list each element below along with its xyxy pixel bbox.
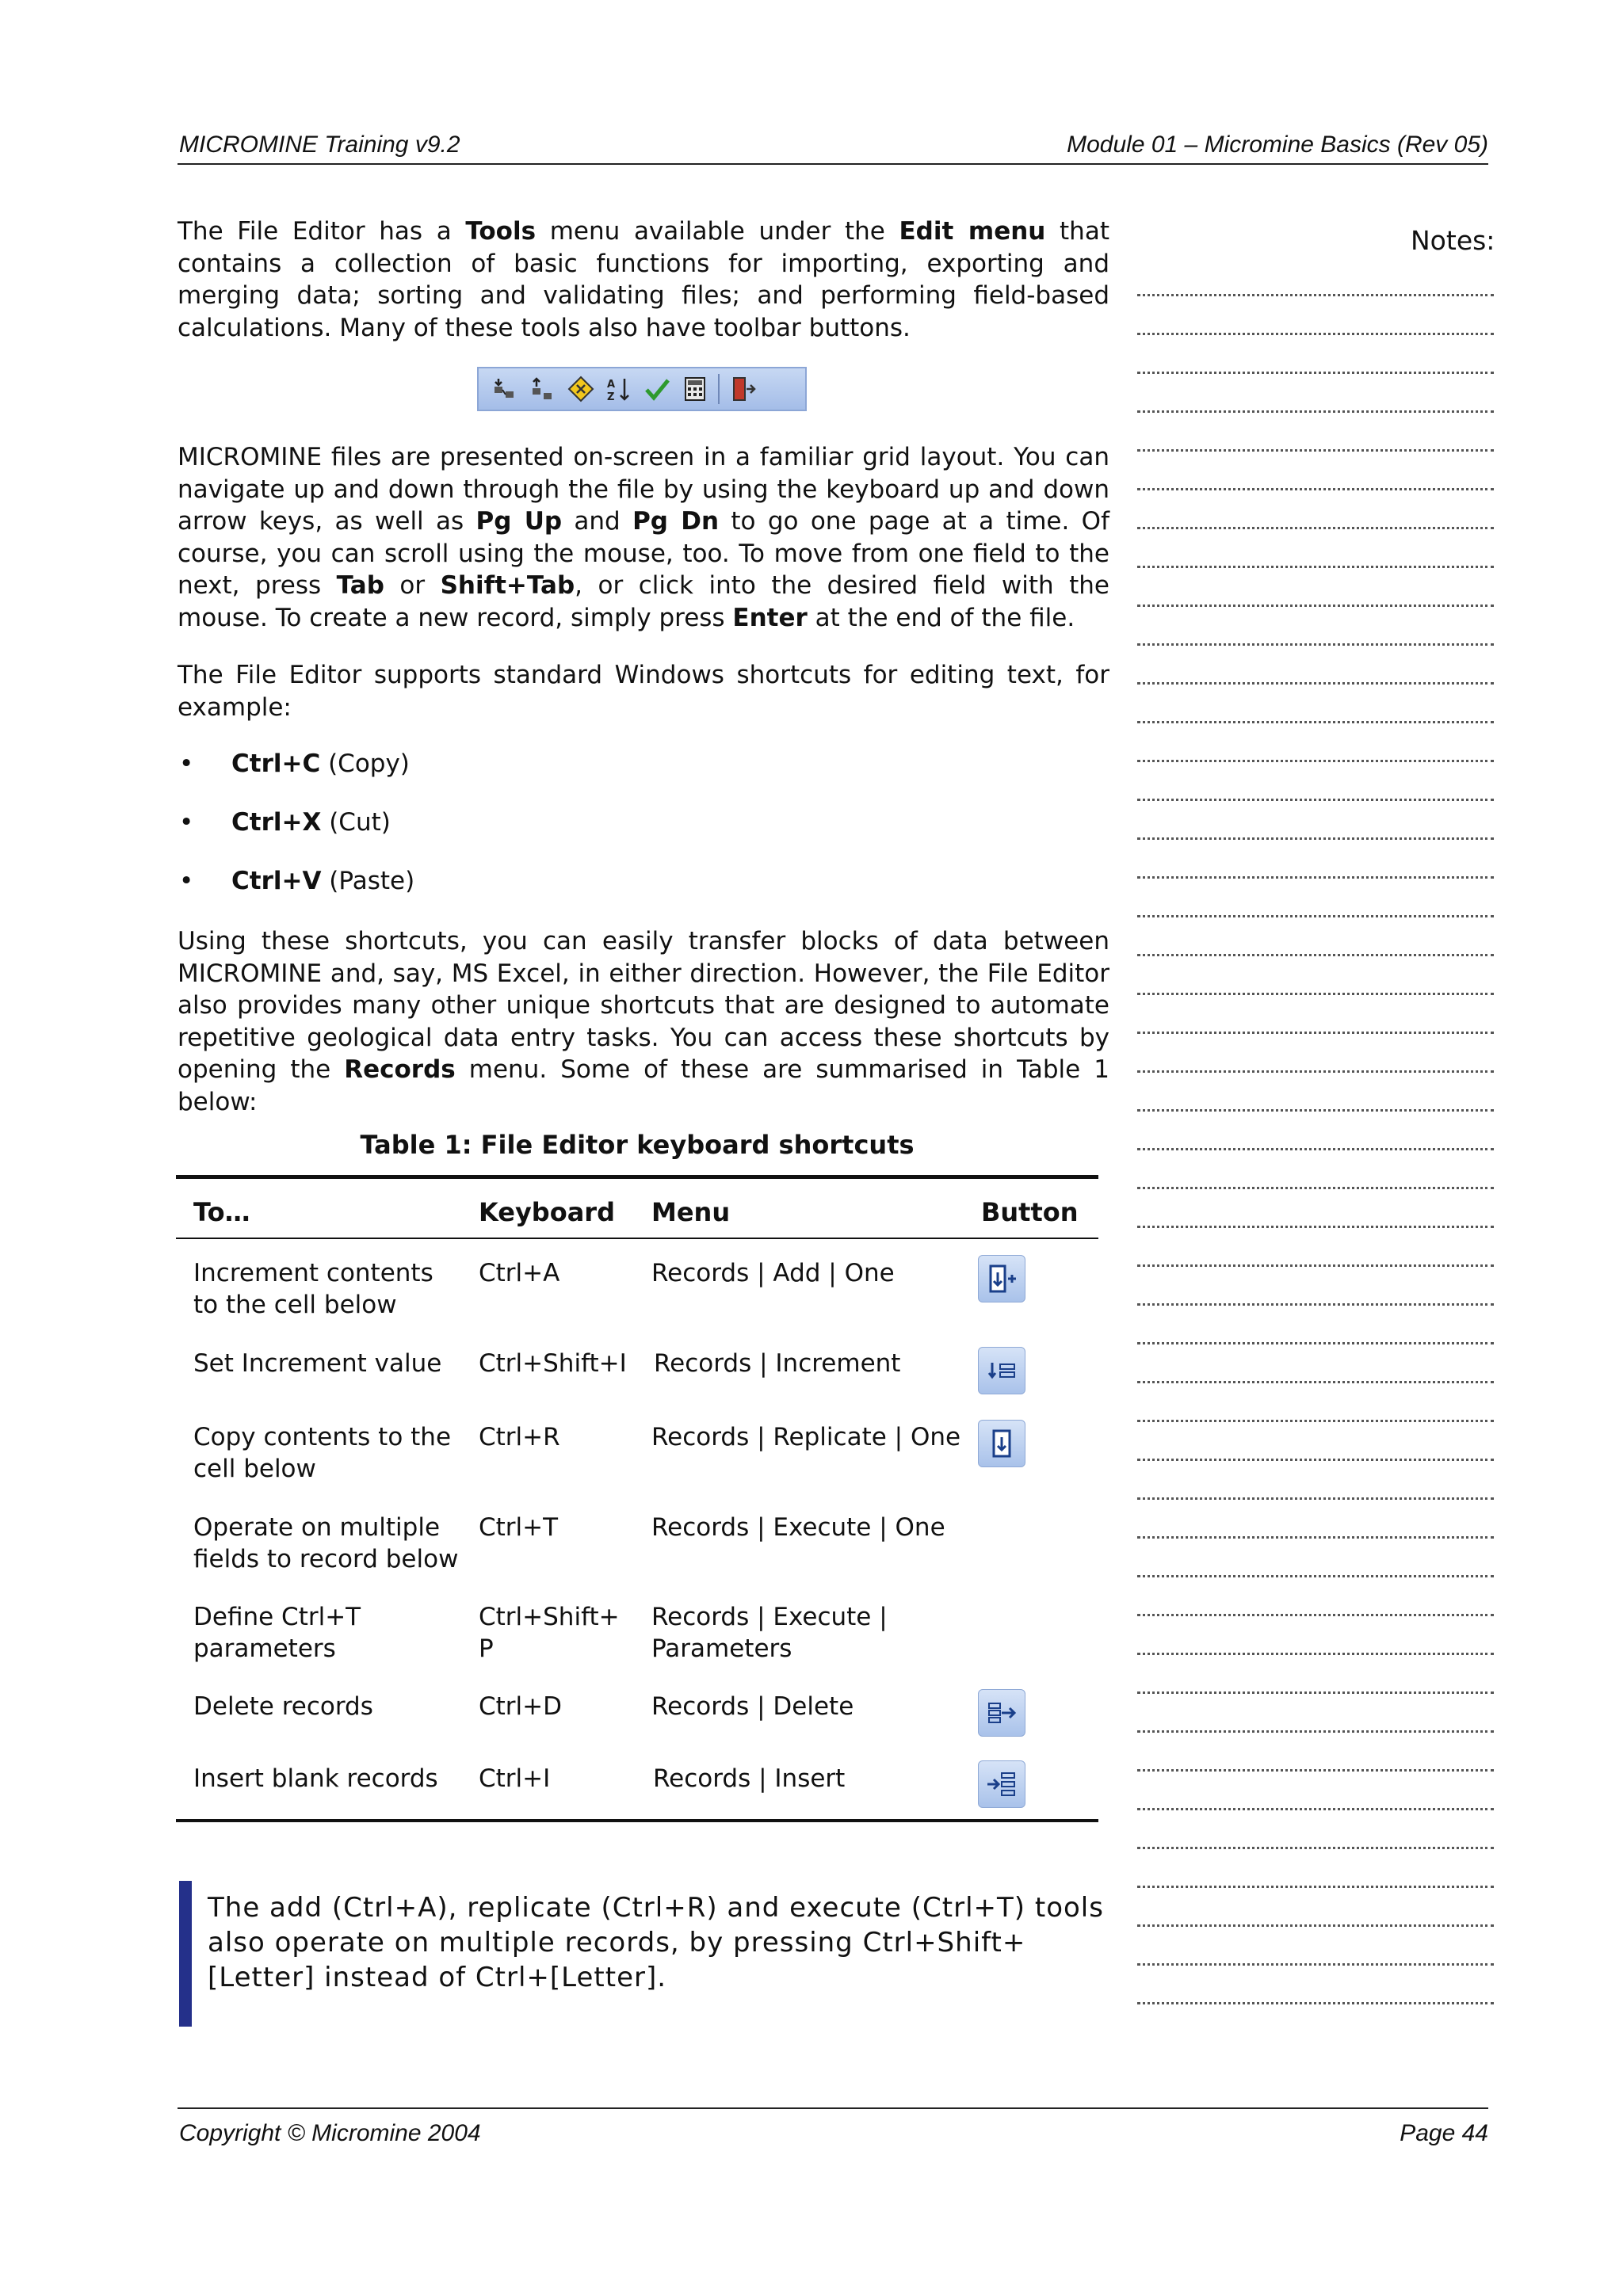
- delete-records-icon[interactable]: [978, 1689, 1025, 1737]
- tools-toolbar: [477, 367, 807, 411]
- footer-copyright: Copyright © Micromine 2004: [179, 2120, 481, 2146]
- notes-line: [1137, 1112, 1494, 1150]
- notes-line: [1137, 1772, 1494, 1810]
- notes-line: [1137, 452, 1494, 490]
- table-rule-top: [176, 1175, 1098, 1179]
- notes-line: [1137, 1500, 1494, 1539]
- notes-line: [1137, 335, 1494, 374]
- table-row-3-to: Operate on multiple fields to record below: [193, 1513, 459, 1573]
- increment-icon[interactable]: [978, 1255, 1025, 1302]
- exit-icon[interactable]: [727, 374, 758, 404]
- table-row-6-to: Insert blank records: [193, 1764, 438, 1793]
- sort-icon[interactable]: [604, 374, 634, 404]
- set-increment-icon[interactable]: [978, 1347, 1025, 1394]
- notes-line: [1137, 1577, 1494, 1616]
- table-header-keyboard: Keyboard: [479, 1197, 615, 1227]
- calculator-icon[interactable]: [680, 374, 710, 404]
- notes-line: [1137, 879, 1494, 917]
- notes-line: [1137, 1655, 1494, 1694]
- table-header-button: Button: [981, 1197, 1079, 1227]
- table-row-4-keyboard: Ctrl+Shift+ P: [479, 1603, 620, 1663]
- notes-line: [1137, 529, 1494, 568]
- validate-check-icon[interactable]: [642, 374, 672, 404]
- notes-line: [1137, 1150, 1494, 1189]
- notes-line: [1137, 840, 1494, 879]
- notes-line: [1137, 607, 1494, 646]
- notes-line: [1137, 762, 1494, 801]
- paragraph-navigation: MICROMINE files are presented on-screen in a familiar grid layout. You can navigate up and down through the file by using the keyboard up and down arrow keys, as well as Pg Up and Pg Dn to go one page at a time. Of course, you can scroll using the mouse, too. To move from one field to the next, press Tab or Shift+Tab, or click into the desired field with the mouse. To create a new record, simply press Enter at the end of the file.: [178, 443, 1110, 632]
- notes-line: [1137, 1267, 1494, 1306]
- notes-line: [1137, 413, 1494, 452]
- notes-line: [1137, 995, 1494, 1034]
- notes-line: [1137, 1383, 1494, 1422]
- notes-line: [1137, 1888, 1494, 1927]
- paragraph-tools-menu: The File Editor has a Tools menu available under the Edit menu that contains a collection of basic functions for importing, exporting and merging data; sorting and validating files; and performing field-based calculations. Many of these tools also have toolbar buttons.: [178, 217, 1109, 342]
- table-row-4-menu: Records | Execute | Parameters: [651, 1603, 888, 1663]
- notes-line: [1137, 1344, 1494, 1383]
- merge-icon[interactable]: [566, 374, 596, 404]
- notes-line: [1137, 917, 1494, 956]
- notes-line: [1137, 257, 1494, 296]
- table-caption: Table 1: File Editor keyboard shortcuts: [360, 1130, 915, 1160]
- table-header-to: To…: [193, 1197, 250, 1227]
- notes-line: [1137, 374, 1494, 413]
- notes-line: [1137, 1539, 1494, 1577]
- notes-line: [1137, 490, 1494, 529]
- notes-line: [1137, 1189, 1494, 1228]
- table-row-2-to: Copy contents to the cell below: [193, 1423, 452, 1483]
- table-row-1-menu: Records | Increment: [654, 1349, 901, 1378]
- table-row-1-to: Set Increment value: [193, 1349, 442, 1378]
- table-row-2-menu: Records | Replicate | One: [651, 1423, 961, 1451]
- table-row-5-menu: Records | Delete: [651, 1692, 854, 1721]
- replicate-icon[interactable]: [978, 1420, 1025, 1467]
- notes-line: [1137, 1810, 1494, 1849]
- notes-line: [1137, 685, 1494, 723]
- table-row-0-keyboard: Ctrl+A: [479, 1259, 560, 1287]
- notes-line: [1137, 1849, 1494, 1888]
- table-row-5-keyboard: Ctrl+D: [479, 1692, 563, 1721]
- notes-line: [1137, 1694, 1494, 1733]
- table-row-6-keyboard: Ctrl+I: [479, 1764, 551, 1793]
- table-rule-header: [176, 1238, 1098, 1239]
- notes-line: [1137, 1073, 1494, 1112]
- notes-line: [1137, 1422, 1494, 1461]
- notes-line: [1137, 801, 1494, 840]
- table-row-3-menu: Records | Execute | One: [651, 1513, 945, 1542]
- notes-line: [1137, 1733, 1494, 1772]
- table-rule-bottom: [176, 1819, 1098, 1822]
- page-header: [178, 130, 1488, 165]
- table-row-5-to: Delete records: [193, 1692, 373, 1721]
- notes-line: [1137, 568, 1494, 607]
- table-row-2-keyboard: Ctrl+R: [479, 1423, 560, 1451]
- footer-page-number: Page 44: [1400, 2120, 1488, 2146]
- notes-line: [1137, 1306, 1494, 1344]
- notes-line: [1137, 956, 1494, 995]
- page-footer: [178, 2107, 1488, 2146]
- toolbar-separator: [718, 374, 720, 404]
- notes-line: [1137, 1616, 1494, 1655]
- notes-line: [1137, 723, 1494, 762]
- paragraph-windows-shortcuts: The File Editor supports standard Windows shortcuts for editing text, for example:: [178, 661, 1109, 722]
- notes-label: Notes:: [1411, 225, 1495, 256]
- notes-line: [1137, 1966, 1494, 2004]
- table-row-3-keyboard: Ctrl+T: [479, 1513, 559, 1542]
- table-row-0-to: Increment contents to the cell below: [193, 1259, 433, 1319]
- table-row-4-to: Define Ctrl+T parameters: [193, 1603, 361, 1663]
- callout-note: The add (Ctrl+A), replicate (Ctrl+R) and execute (Ctrl+T) tools also operate on multiple records, by pressing Ctrl+Shift+[Letter] instead of Ctrl+[Letter].: [208, 1892, 1104, 1993]
- export-icon[interactable]: [528, 374, 558, 404]
- import-icon[interactable]: [490, 374, 520, 404]
- table-row-1-keyboard: Ctrl+Shift+I: [479, 1349, 627, 1378]
- notes-line: [1137, 1461, 1494, 1500]
- table-row-0-menu: Records | Add | One: [651, 1259, 895, 1287]
- table-row-6-menu: Records | Insert: [653, 1764, 846, 1793]
- notes-line: [1137, 646, 1494, 685]
- notes-line: [1137, 1927, 1494, 1966]
- svg-text:Z: Z: [607, 391, 615, 402]
- paragraph-records-shortcuts: Using these shortcuts, you can easily transfer blocks of data between MICROMINE and, say, MS Excel, in either direction. However, the File Editor also provides many other unique shortcuts that are designed to automate repetitive geological data entry tasks. You can access these shortcuts by opening the Records menu. Some of these are summarised in Table 1 below:: [178, 927, 1109, 1116]
- table-header-menu: Menu: [651, 1197, 731, 1227]
- callout-accent-bar: [179, 1881, 192, 2027]
- header-module: Module 01 – Micromine Basics (Rev 05): [1067, 132, 1488, 158]
- notes-line: [1137, 296, 1494, 335]
- notes-line: [1137, 1228, 1494, 1267]
- svg-text:A: A: [607, 379, 616, 391]
- header-title: MICROMINE Training v9.2: [179, 132, 460, 158]
- notes-line: [1137, 1034, 1494, 1073]
- notes-lines: [1137, 257, 1494, 2004]
- insert-records-icon[interactable]: [978, 1760, 1025, 1808]
